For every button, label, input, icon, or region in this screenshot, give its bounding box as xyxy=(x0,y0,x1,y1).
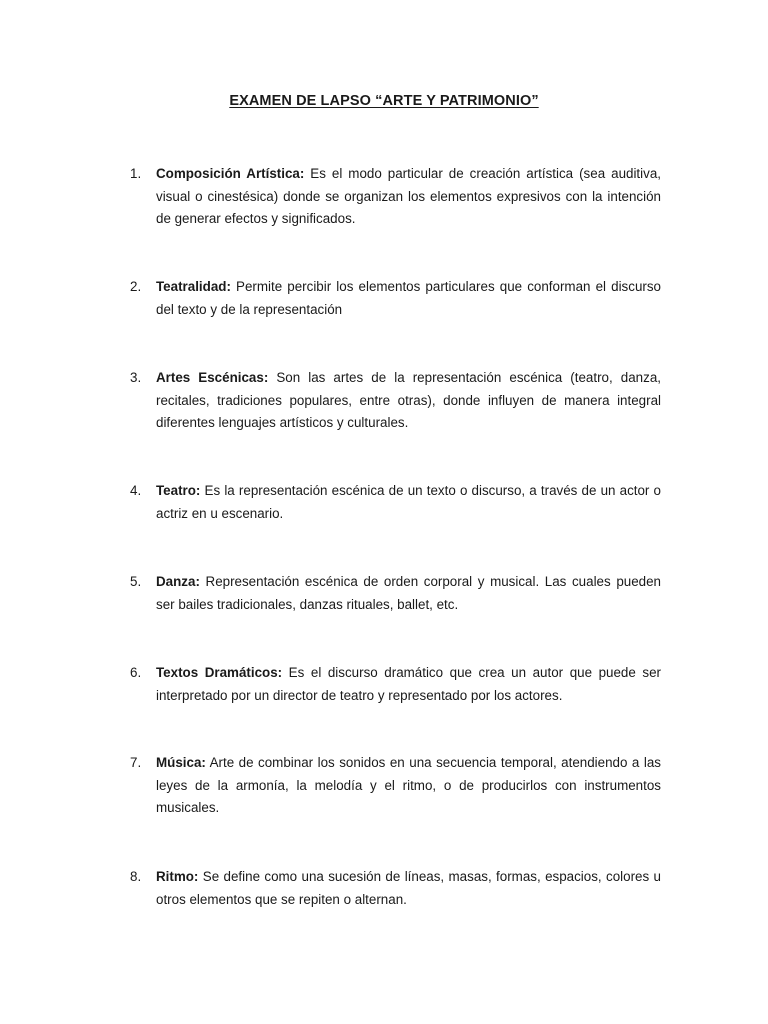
list-item-term: Teatralidad: xyxy=(156,279,231,294)
list-item-ritmo xyxy=(130,866,661,911)
list-item-text xyxy=(156,480,661,525)
list-item-number: 6. xyxy=(130,665,142,680)
list-item-number: 2. xyxy=(130,279,142,294)
list-item-definition: Es el discurso dramático que crea un autor que puede ser interpretado por un director de teatro y representado por los actores. xyxy=(156,665,661,703)
list-item-term: Artes Escénicas: xyxy=(156,370,269,385)
list-item-number: 3. xyxy=(130,370,142,385)
list-item-term: Textos Dramáticos: xyxy=(156,665,283,680)
list-item-number: 7. xyxy=(130,755,142,770)
list-item-text xyxy=(156,866,661,911)
list-item-number: 8. xyxy=(130,869,142,884)
list-item-artes-escenicas xyxy=(130,367,661,435)
list-item-text xyxy=(156,276,661,321)
list-item-composicion-artistica xyxy=(130,163,661,231)
list-item-term: Ritmo: xyxy=(156,869,199,884)
list-item-number: 5. xyxy=(130,574,142,589)
list-item-text xyxy=(156,367,661,435)
list-item-text xyxy=(156,571,661,616)
list-item-definition: Arte de combinar los sonidos en una secuencia temporal, atendiendo a las leyes de la armonía, la melodía y el ritmo, o de producirlos con instrumentos musicales. xyxy=(156,755,661,815)
list-item-definition: Se define como una sucesión de líneas, masas, formas, espacios, colores u otros elementos que se repiten o alternan. xyxy=(156,869,661,907)
list-item-textos-dramaticos xyxy=(130,662,661,707)
list-item-term: Composición Artística: xyxy=(156,166,305,181)
list-item-term: Danza: xyxy=(156,574,200,589)
list-item-number: 1. xyxy=(130,166,142,181)
list-item-text xyxy=(156,662,661,707)
list-item-number: 4. xyxy=(130,483,142,498)
list-item-definition: Representación escénica de orden corporal y musical. Las cuales pueden ser bailes tradicionales, danzas rituales, ballet, etc. xyxy=(156,574,661,612)
list-item-danza xyxy=(130,571,661,616)
list-item-definition: Es la representación escénica de un texto o discurso, a través de un actor o actriz en u escenario. xyxy=(156,483,661,521)
list-item-term: Música: xyxy=(156,755,206,770)
list-item-definition: Permite percibir los elementos particulares que conforman el discurso del texto y de la representación xyxy=(156,279,661,317)
list-item-definition: Es el modo particular de creación artística (sea auditiva, visual o cinestésica) donde se organizan los elementos expresivos con la intención de generar efectos y significados. xyxy=(156,166,661,226)
page-title: EXAMEN DE LAPSO “ARTE Y PATRIMONIO” xyxy=(229,93,539,109)
list-item-text xyxy=(156,752,661,820)
list-item-definition: Son las artes de la representación escénica (teatro, danza, recitales, tradiciones populares, entre otras), donde influyen de manera integral diferentes lenguajes artísticos y culturales. xyxy=(156,370,661,430)
list-item-teatro xyxy=(130,480,661,525)
list-item-musica xyxy=(130,752,661,820)
list-item-teatralidad xyxy=(130,276,661,321)
list-item-text xyxy=(156,163,661,231)
list-item-term: Teatro: xyxy=(156,483,201,498)
